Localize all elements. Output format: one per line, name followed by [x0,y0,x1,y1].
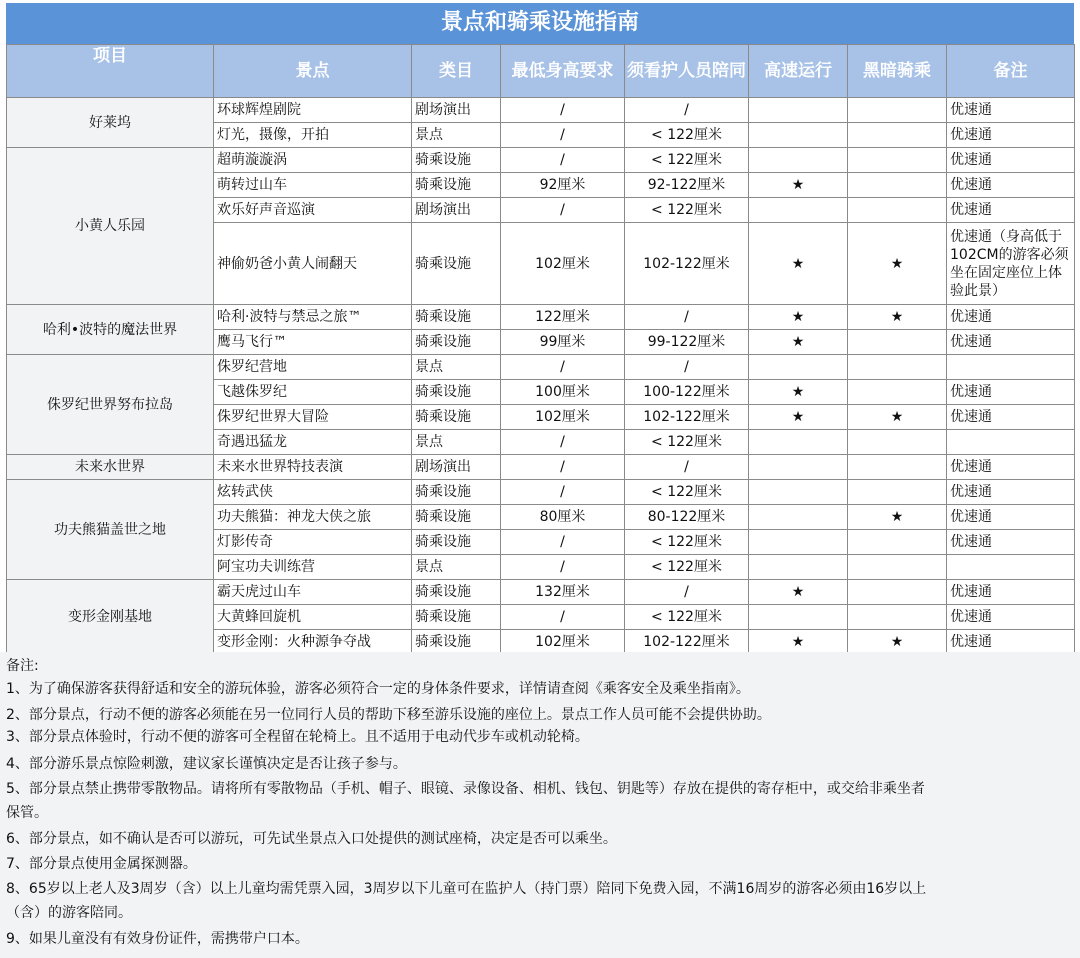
dark-ride-flag [847,304,947,330]
header-high-speed [748,44,848,98]
header-project [6,44,214,98]
note-text: 优速通 [950,202,992,218]
notes-section [0,652,1080,958]
attraction-name [213,529,412,555]
attraction-name [213,329,412,355]
high-speed-flag [748,554,848,580]
attraction-name [213,354,412,380]
escort-requirement [624,579,749,605]
escort-requirement [624,604,749,630]
dark-ride-flag [847,429,947,455]
category-text: 景点 [415,559,443,575]
escort-requirement-text: 99-122厘米 [647,334,726,350]
header-category-text: 类目 [439,61,473,81]
min-height-text: 100厘米 [535,384,590,400]
header-dark-ride [847,44,947,98]
header-escort-text: 须看护人员陪同 [627,61,746,81]
dark-ride-flag [847,122,947,148]
escort-requirement [624,529,749,555]
note [946,404,1075,430]
notes-heading: 备注: [6,658,39,674]
min-height [500,304,625,330]
header-attraction-text: 景点 [295,61,330,81]
min-height [500,604,625,630]
min-height-text: / [560,434,565,450]
attraction-name-text: 大黄蜂回旋机 [217,609,301,625]
star-icon: ★ [890,634,904,650]
dark-ride-flag [847,454,947,480]
escort-requirement-text: < 122厘米 [651,127,722,143]
attraction-name [213,554,412,580]
min-height-text: 102厘米 [535,634,590,650]
high-speed-flag [748,504,848,530]
category-text: 骑乘设施 [415,384,471,400]
attraction-name [213,304,412,330]
escort-requirement [624,429,749,455]
escort-requirement-text: / [684,459,689,475]
attraction-name [213,172,412,198]
note [946,504,1075,530]
dark-ride-flag [847,529,947,555]
attraction-name-text: 霸天虎过山车 [217,584,301,600]
min-height [500,504,625,530]
escort-requirement [624,454,749,480]
min-height-text: 102厘米 [535,409,590,425]
escort-requirement-text: 102-122厘米 [643,634,730,650]
category-text: 骑乘设施 [415,484,471,500]
project-area-text: 未来水世界 [75,459,145,475]
attraction-name-text: 神偷奶爸小黄人闹翻天 [217,255,357,272]
note-item: 7、部分景点使用金属探测器。 [6,856,197,872]
category-text: 剧场演出 [415,459,471,475]
attraction-name-text: 萌转过山车 [217,177,287,193]
note-item: 3、部分景点体验时，行动不便的游客可全程留在轮椅上。且不适用于电动代步车或机动轮椅。 [6,729,589,745]
note [946,479,1075,505]
star-icon: ★ [791,634,805,650]
category-text: 骑乘设施 [415,309,471,325]
star-icon: ★ [890,309,904,325]
note [946,329,1075,355]
attraction-name-text: 哈利·波特与禁忌之旅™ [217,309,362,325]
escort-requirement [624,147,749,173]
dark-ride-flag [847,197,947,223]
escort-requirement-text: < 122厘米 [651,609,722,625]
escort-requirement [624,197,749,223]
escort-requirement-text: 80-122厘米 [647,509,726,525]
min-height [500,579,625,605]
note-item: 5、部分景点禁止携带零散物品。请将所有零散物品（手机、帽子、眼镜、录像设备、相机、钱包、钥匙等）存放在提供的寄存柜中，或交给非乘坐者 保管。 [6,781,925,821]
escort-requirement-text: / [684,584,689,600]
attraction-name [213,604,412,630]
attraction-name-text: 鹰马飞行™ [217,334,287,350]
note [946,529,1075,555]
attraction-name [213,97,412,123]
note [946,197,1075,223]
high-speed-flag [748,197,848,223]
category [411,404,501,430]
escort-requirement [624,479,749,505]
project-area [6,97,214,148]
header-high-speed-text: 高速运行 [764,61,832,81]
dark-ride-flag [847,379,947,405]
min-height [500,197,625,223]
attraction-name-text: 奇遇迅猛龙 [217,434,287,450]
category-text: 景点 [415,359,443,375]
dark-ride-flag [847,504,947,530]
header-attraction [213,44,412,98]
min-height [500,97,625,123]
min-height [500,479,625,505]
category [411,429,501,455]
note [946,222,1075,305]
attraction-name [213,197,412,223]
attraction-name [213,454,412,480]
dark-ride-flag [847,404,947,430]
category-text: 骑乘设施 [415,634,471,650]
header-escort [624,44,749,98]
high-speed-flag [748,97,848,123]
high-speed-flag [748,579,848,605]
note-text: 优速通 [950,484,992,500]
dark-ride-flag [847,222,947,305]
star-icon: ★ [890,509,904,525]
category-text: 景点 [415,127,443,143]
project-area [6,479,214,580]
note-text: 优速通（身高低于102CM的游客必须坐在固定座位上体验此景） [950,228,1069,299]
dark-ride-flag [847,479,947,505]
high-speed-flag [748,172,848,198]
escort-requirement [624,304,749,330]
attraction-name-text: 阿宝功夫训练营 [217,559,315,575]
escort-requirement-text: / [684,309,689,325]
escort-requirement [624,97,749,123]
dark-ride-flag [847,172,947,198]
attraction-name [213,379,412,405]
min-height-text: / [560,127,565,143]
note [946,172,1075,198]
escort-requirement-text: 92-122厘米 [647,177,726,193]
attraction-name-text: 灯影传奇 [217,534,273,550]
category [411,122,501,148]
note [946,579,1075,605]
min-height [500,172,625,198]
project-area-text: 侏罗纪世界努布拉岛 [47,396,173,413]
category-text: 剧场演出 [415,202,471,218]
project-area-text: 小黄人乐园 [75,218,145,234]
escort-requirement-text: < 122厘米 [651,152,722,168]
star-icon: ★ [791,255,805,272]
attraction-name [213,122,412,148]
note-text: 优速通 [950,509,992,525]
star-icon: ★ [791,309,805,325]
category [411,172,501,198]
star-icon: ★ [791,409,805,425]
high-speed-flag [748,304,848,330]
attraction-name-text: 环球辉煌剧院 [217,102,301,118]
table-title: 景点和骑乘设施指南 [6,3,1074,44]
dark-ride-flag [847,354,947,380]
note [946,304,1075,330]
category [411,329,501,355]
note-text: 优速通 [950,409,992,425]
min-height-text: 122厘米 [535,309,590,325]
attraction-name-text: 功夫熊猫：神龙大侠之旅 [217,509,371,525]
attraction-name [213,222,412,305]
note-text: 优速通 [950,334,992,350]
category-text: 骑乘设施 [415,255,471,272]
note-text: 优速通 [950,152,992,168]
project-area [6,354,214,455]
high-speed-flag [748,529,848,555]
min-height [500,379,625,405]
note-item: 4、部分游乐景点惊险刺激，建议家长谨慎决定是否让孩子参与。 [6,756,407,772]
min-height [500,429,625,455]
category-text: 骑乘设施 [415,334,471,350]
min-height-text: / [560,609,565,625]
note-text: 优速通 [950,459,992,475]
escort-requirement-text: < 122厘米 [651,484,722,500]
category-text: 景点 [415,434,443,450]
escort-requirement-text: / [684,359,689,375]
category [411,604,501,630]
min-height [500,554,625,580]
project-area-text: 好莱坞 [89,114,131,131]
min-height [500,454,625,480]
attraction-name-text: 未来水世界特技表演 [217,459,343,475]
note-text: 优速通 [950,534,992,550]
high-speed-flag [748,379,848,405]
high-speed-flag [748,479,848,505]
attraction-name-text: 侏罗纪世界大冒险 [217,409,329,425]
min-height [500,404,625,430]
attraction-name-text: 灯光，摄像，开拍 [217,127,329,143]
min-height [500,122,625,148]
attraction-name-text: 欢乐好声音巡演 [217,202,315,218]
category [411,479,501,505]
high-speed-flag [748,404,848,430]
escort-requirement [624,554,749,580]
attraction-name [213,404,412,430]
note [946,554,1075,580]
category-text: 骑乘设施 [415,152,471,168]
attraction-name-text: 飞越侏罗纪 [217,384,287,400]
attraction-name [213,579,412,605]
escort-requirement [624,354,749,380]
note-text: 优速通 [950,127,992,143]
note-text: 优速通 [950,609,992,625]
header-dark-ride-text: 黑暗骑乘 [863,61,931,81]
dark-ride-flag [847,579,947,605]
min-height-text: / [560,484,565,500]
category-text: 剧场演出 [415,102,471,118]
attraction-name-text: 侏罗纪营地 [217,359,287,375]
min-height-text: 132厘米 [535,584,590,600]
escort-requirement-text: < 122厘米 [651,534,722,550]
category-text: 骑乘设施 [415,609,471,625]
project-area [6,147,214,305]
escort-requirement [624,329,749,355]
star-icon: ★ [791,177,805,193]
category-text: 骑乘设施 [415,409,471,425]
min-height [500,529,625,555]
note-text: 优速通 [950,177,992,193]
min-height [500,147,625,173]
escort-requirement [624,379,749,405]
attraction-name-text: 炫转武侠 [217,484,273,500]
dark-ride-flag [847,147,947,173]
header-note-text: 备注 [993,61,1028,81]
note-item: 6、部分景点，如不确认是否可以游玩，可先试坐景点入口处提供的测试座椅，决定是否可以乘坐。 [6,831,617,847]
category [411,304,501,330]
dark-ride-flag [847,329,947,355]
note-text: 优速通 [950,102,992,118]
note-text: 优速通 [950,634,992,650]
escort-requirement-text: 100-122厘米 [643,384,730,400]
star-icon: ★ [791,384,805,400]
escort-requirement-text: < 122厘米 [651,434,722,450]
note-text: 优速通 [950,584,992,600]
escort-requirement-text: < 122厘米 [651,202,722,218]
note-item: 1、为了确保游客获得舒适和安全的游玩体验，游客必须符合一定的身体条件要求，详情请查阅《乘客安全及乘坐指南》。 [6,681,750,697]
high-speed-flag [748,604,848,630]
min-height-text: 92厘米 [539,177,586,193]
min-height [500,354,625,380]
min-height-text: / [560,202,565,218]
attraction-name [213,479,412,505]
min-height-text: / [560,359,565,375]
min-height-text: / [560,152,565,168]
high-speed-flag [748,429,848,455]
star-icon: ★ [791,584,805,600]
note [946,379,1075,405]
project-area-text: 功夫熊猫盖世之地 [54,521,166,538]
category [411,454,501,480]
attraction-name-text: 超萌漩漩涡 [217,152,287,168]
note [946,354,1075,380]
escort-requirement-text: 102-122厘米 [643,409,730,425]
category [411,97,501,123]
category-text: 骑乘设施 [415,534,471,550]
high-speed-flag [748,122,848,148]
project-area [6,579,214,655]
note-item: 8、65岁以上老人及3周岁（含）以上儿童均需凭票入园，3周岁以下儿童可在监护人（持门票）陪同下免费入园，不满16周岁的游客必须由16岁以上 （含）的游客陪同。 [6,881,927,921]
min-height-text: 99厘米 [539,334,586,350]
attraction-name-text: 变形金刚：火种源争夺战 [217,634,371,650]
category [411,554,501,580]
category [411,579,501,605]
project-area-text: 哈利•波特的魔法世界 [42,321,178,338]
attraction-name [213,147,412,173]
dark-ride-flag [847,97,947,123]
note [946,429,1075,455]
escort-requirement [624,222,749,305]
note [946,122,1075,148]
category [411,354,501,380]
category-text: 骑乘设施 [415,509,471,525]
note-text: 优速通 [950,384,992,400]
star-icon: ★ [791,334,805,350]
min-height [500,329,625,355]
high-speed-flag [748,354,848,380]
project-area [6,454,214,480]
min-height-text: 102厘米 [535,255,590,272]
category-text: 骑乘设施 [415,177,471,193]
escort-requirement-text: < 122厘米 [651,559,722,575]
note [946,454,1075,480]
category [411,197,501,223]
escort-requirement [624,172,749,198]
min-height [500,222,625,305]
high-speed-flag [748,147,848,173]
dark-ride-flag [847,554,947,580]
project-area-text: 变形金刚基地 [68,609,152,625]
attraction-name [213,504,412,530]
note-item: 9、如果儿童没有有效身份证件，需携带户口本。 [6,931,309,947]
category-text: 骑乘设施 [415,584,471,600]
escort-requirement-text: 102-122厘米 [643,255,730,272]
header-project-text: 项目 [93,46,127,66]
category [411,379,501,405]
high-speed-flag [748,329,848,355]
escort-requirement [624,504,749,530]
escort-requirement [624,122,749,148]
note [946,147,1075,173]
min-height-text: / [560,534,565,550]
min-height-text: / [560,459,565,475]
category [411,529,501,555]
escort-requirement [624,404,749,430]
high-speed-flag [748,222,848,305]
header-category [411,44,501,98]
note [946,97,1075,123]
note-item: 2、部分景点，行动不便的游客必须能在另一位同行人员的帮助下移至游乐设施的座位上。景点工作人员可能不会提供协助。 [6,707,771,723]
high-speed-flag [748,454,848,480]
note-text: 优速通 [950,309,992,325]
min-height-text: 80厘米 [539,509,586,525]
category [411,147,501,173]
min-height-text: / [560,559,565,575]
min-height-text: / [560,102,565,118]
category [411,504,501,530]
star-icon: ★ [890,255,904,272]
header-min-height [500,44,625,98]
project-area [6,304,214,355]
escort-requirement-text: / [684,102,689,118]
header-note [946,44,1075,98]
note [946,604,1075,630]
category [411,222,501,305]
dark-ride-flag [847,604,947,630]
header-min-height-text: 最低身高要求 [511,61,614,81]
star-icon: ★ [890,409,904,425]
attraction-name [213,429,412,455]
